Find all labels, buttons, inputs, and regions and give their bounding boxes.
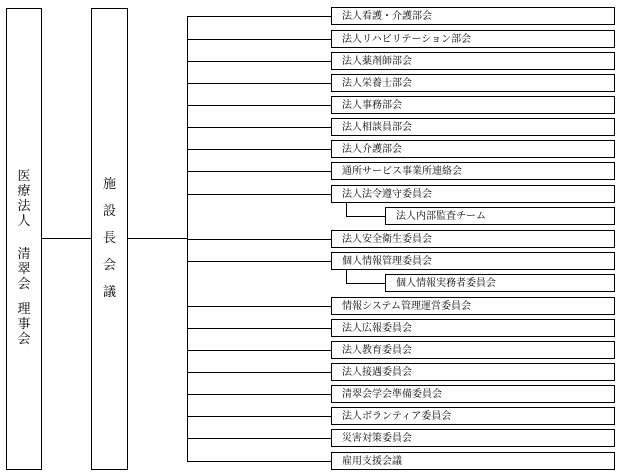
committee-box: 災害対策委員会 bbox=[331, 429, 615, 447]
committee-box: 法人ボランティア委員会 bbox=[331, 407, 615, 425]
committee-connector bbox=[187, 306, 331, 307]
board-char: 療 bbox=[17, 184, 31, 199]
sub-committee-box: 個人情報実務者委員会 bbox=[385, 274, 615, 292]
committee-box: 法人広報委員会 bbox=[331, 319, 615, 337]
sub-committee-connector bbox=[346, 283, 385, 284]
committee-connector bbox=[187, 194, 331, 195]
committee-connector bbox=[187, 461, 331, 462]
board-char: 事 bbox=[17, 317, 31, 332]
board-char: 医 bbox=[17, 169, 31, 184]
committee-box: 法人リハビリテーション部会 bbox=[331, 30, 615, 48]
connector-board-council bbox=[42, 238, 91, 239]
committee-connector bbox=[187, 328, 331, 329]
committee-connector bbox=[187, 416, 331, 417]
committee-connector bbox=[187, 394, 331, 395]
committee-connector bbox=[187, 372, 331, 373]
sub-committee-connector bbox=[346, 270, 347, 283]
committee-box: 法人安全衛生委員会 bbox=[331, 230, 615, 248]
committee-box: 法人接遇委員会 bbox=[331, 363, 615, 381]
council-char: 施 bbox=[102, 177, 116, 192]
board-char: 法 bbox=[17, 199, 31, 214]
committee-box: 法人教育委員会 bbox=[331, 341, 615, 359]
board-char: 会 bbox=[17, 277, 31, 292]
committee-box: 個人情報管理委員会 bbox=[331, 252, 615, 270]
committee-connector bbox=[187, 105, 331, 106]
council-char: 設 bbox=[102, 204, 116, 219]
committee-connector bbox=[187, 83, 331, 84]
council-box bbox=[91, 8, 128, 470]
committee-connector bbox=[187, 171, 331, 172]
committee-connector bbox=[187, 127, 331, 128]
sub-committee-connector bbox=[346, 216, 385, 217]
committee-connector bbox=[187, 261, 331, 262]
committee-connector bbox=[187, 149, 331, 150]
sub-committee-connector bbox=[346, 203, 347, 216]
committee-box: 法人看護・介護部会 bbox=[331, 7, 615, 25]
board-char: 会 bbox=[17, 332, 31, 347]
board-char: 理 bbox=[17, 302, 31, 317]
sub-committee-box: 法人内部監査チーム bbox=[385, 207, 615, 225]
committee-connector bbox=[187, 350, 331, 351]
committee-connector bbox=[187, 61, 331, 62]
council-char: 長 bbox=[102, 231, 116, 246]
board-label bbox=[7, 169, 41, 347]
committee-box: 法人事務部会 bbox=[331, 96, 615, 114]
committee-box: 法人介護部会 bbox=[331, 140, 615, 158]
council-char: 議 bbox=[102, 285, 116, 300]
committee-connector bbox=[187, 239, 331, 240]
board-char: 翠 bbox=[17, 262, 31, 277]
committee-box: 法人栄養士部会 bbox=[331, 74, 615, 92]
board-box bbox=[6, 8, 42, 470]
committee-connector bbox=[187, 39, 331, 40]
council-label bbox=[92, 177, 127, 300]
committee-box: 清翠会学会準備委員会 bbox=[331, 385, 615, 403]
committee-box: 法人相談員部会 bbox=[331, 118, 615, 136]
council-char: 会 bbox=[102, 258, 116, 273]
connector-council-trunk bbox=[128, 238, 187, 239]
committee-connector bbox=[187, 16, 331, 17]
committee-box: 雇用支援会議 bbox=[331, 452, 615, 470]
board-char: 人 bbox=[17, 214, 31, 229]
board-char: 清 bbox=[17, 247, 31, 262]
committee-box: 法人法令遵守委員会 bbox=[331, 185, 615, 203]
committee-box: 通所サービス事業所連絡会 bbox=[331, 162, 615, 180]
committee-connector bbox=[187, 438, 331, 439]
committee-box: 情報システム管理運営委員会 bbox=[331, 297, 615, 315]
committee-box: 法人薬剤師部会 bbox=[331, 52, 615, 70]
